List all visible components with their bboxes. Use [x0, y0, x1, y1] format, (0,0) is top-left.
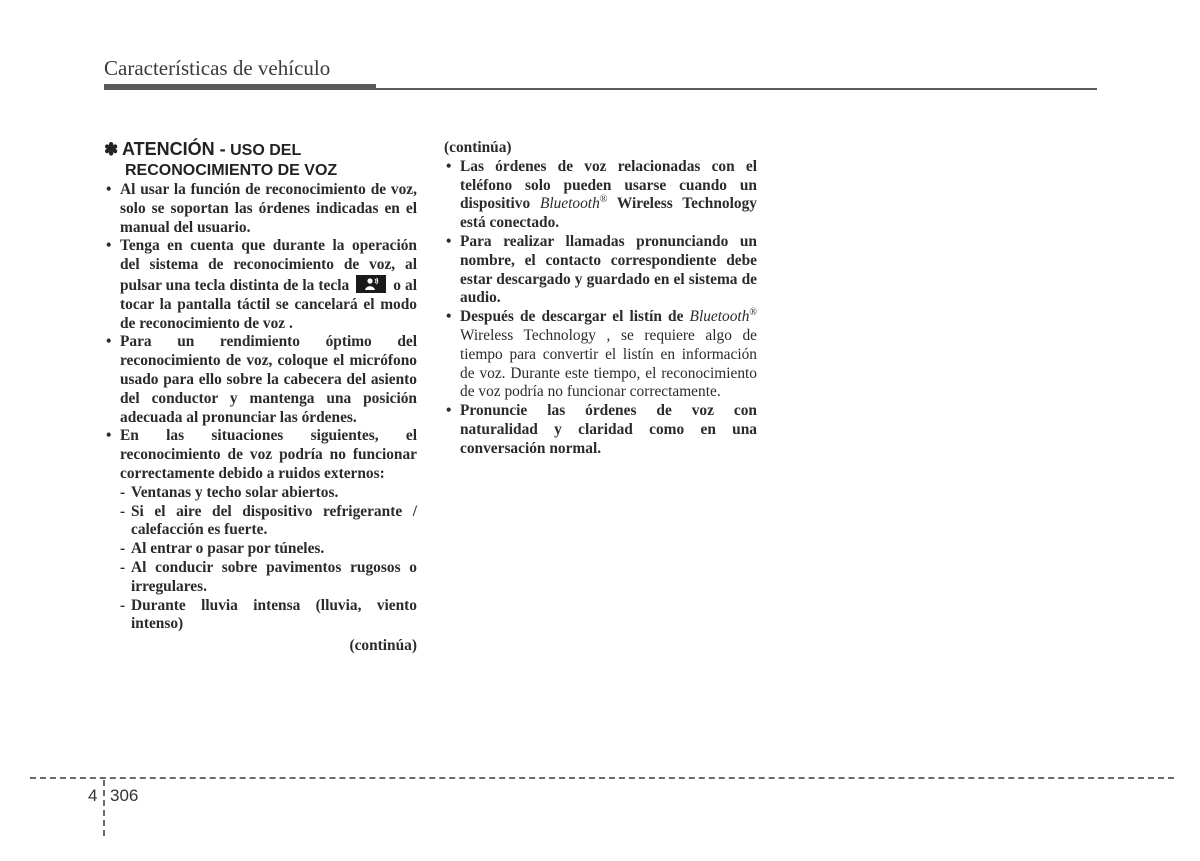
page-number: 306: [110, 786, 139, 805]
registered-mark: ®: [599, 194, 608, 206]
bluetooth-brand: Bluetooth: [689, 308, 750, 326]
continued-label: (continúa): [444, 139, 512, 156]
header-title: Características de vehículo: [104, 56, 331, 80]
left-column: [104, 139, 417, 656]
left-bullet-list: [104, 181, 417, 634]
heading-topic-line2: RECONOCIMIENTO DE VOZ: [125, 162, 338, 179]
list-item: - Si el aire del dispositivo refrigerante / calefacción es fuerte.: [120, 502, 417, 539]
continued-label: (continúa): [349, 637, 417, 655]
right-column: [444, 139, 757, 459]
list-item: - Al entrar o pasar por túneles.: [120, 540, 325, 558]
noise-situations-list: [104, 484, 417, 634]
list-item: • Para realizar llamadas pronunciando un nombre, el contacto correspondiente debe estar descargado y guardado en el sistema de audio.: [444, 233, 757, 308]
heading-topic: USO DEL: [225, 142, 302, 159]
talk-key-icon: [356, 275, 386, 293]
list-item: • Para un rendimiento óptimo del reconocimiento de voz, coloque el micrófono usado para ello sobre la cabecera del asiento del conductor y mantenga una posición adecuada al pronunciar las órdenes.: [104, 333, 417, 427]
footer-dashed-divider: [103, 780, 105, 836]
list-item: • Pronuncie las órdenes de voz con naturalidad y claridad como en una conversación normal.: [444, 402, 757, 458]
header-rule-thin: [376, 88, 1097, 90]
list-item: • En las situaciones siguientes, el reconocimiento de voz podría no funcionar correctamente debido a ruidos externos: - Ventanas y techo solar abiertos. - Si el aire del dispositivo refrigerante / calefacción es fuerte. - Al entrar o pasar por túneles. - Al conducir sobre pavimentos rugosos o irregulares. - Durante lluvia intensa (lluvia, viento intenso): [104, 427, 417, 634]
right-bullet-list: [444, 158, 757, 459]
attention-heading: [104, 139, 417, 181]
bluetooth-brand: Bluetooth: [539, 195, 600, 213]
heading-attention: ATENCIÓN -: [122, 139, 226, 159]
asterisk-icon: ✽: [104, 140, 119, 159]
list-item: • Después de descargar el listín de Bluetooth® Wireless Technology , se requiere algo de tiempo para convertir el listín en información de voz. Durante este tiempo, el reconocimiento de voz podría no funcionar correctamente.: [444, 308, 757, 402]
list-item: - Durante lluvia intensa (lluvia, viento intenso): [120, 596, 417, 633]
registered-mark: ®: [749, 307, 757, 319]
list-item: - Ventanas y techo solar abiertos.: [120, 483, 339, 501]
header-rule-thick: [104, 84, 376, 90]
footer-dashed-rule: [30, 777, 1174, 779]
list-item: • Tenga en cuenta que durante la operación del sistema de reconocimiento de voz, al pulsar una tecla distinta de la tecla o al tocar la pantalla táctil se cancelará el modo de reconocimiento de voz .: [104, 237, 417, 333]
list-item: - Al conducir sobre pavimentos rugosos o irregulares.: [120, 558, 417, 595]
list-item: • Las órdenes de voz relacionadas con el teléfono solo pueden usarse cuando un dispositivo Bluetooth® Wireless Technology está conectado.: [444, 158, 757, 233]
list-item: • Al usar la función de reconocimiento de voz, solo se soportan las órdenes indicadas en el manual del usuario.: [104, 181, 417, 237]
section-number: 4: [88, 786, 98, 805]
